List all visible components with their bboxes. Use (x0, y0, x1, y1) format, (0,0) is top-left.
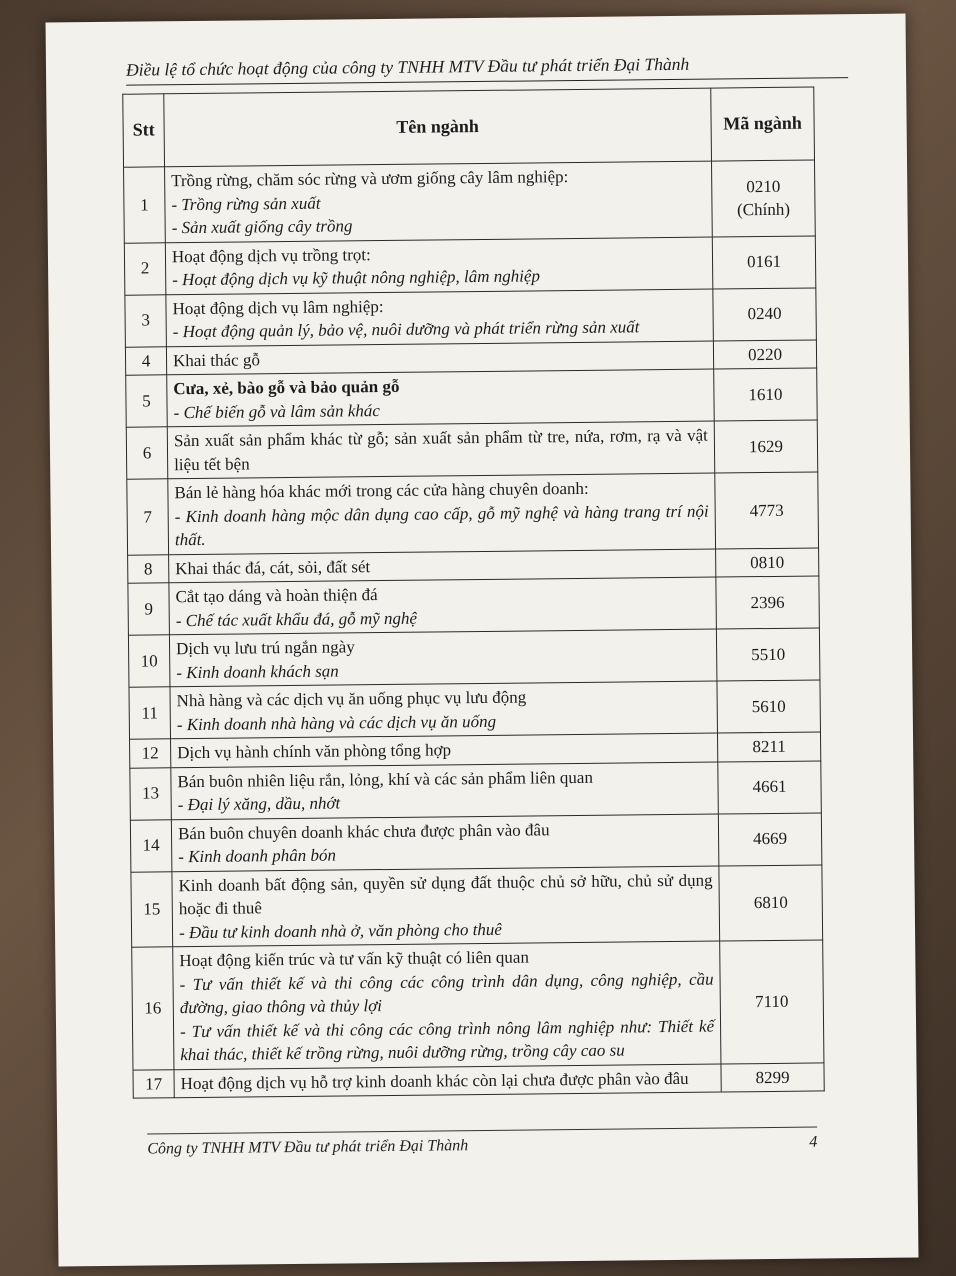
row-code-cell (718, 760, 822, 813)
row-code-cell (715, 472, 819, 549)
row-code: 6810 (753, 892, 788, 913)
row-stt: 14 (130, 819, 172, 871)
row-stt: 3 (125, 294, 167, 346)
row-name-cell (166, 289, 714, 347)
table-row (132, 940, 824, 1070)
row-code: 1610 (748, 384, 783, 404)
row-stt: 8 (128, 554, 169, 583)
row-code-cell (714, 420, 818, 473)
row-stt: 16 (132, 947, 174, 1070)
row-name-cell (169, 629, 717, 687)
row-name-cell (173, 941, 721, 1069)
row-sub-item: - Hoạt động dịch vụ kỹ thuật nông nghiệp, lâm nghiệp (172, 266, 541, 290)
row-name-cell (172, 866, 720, 947)
row-stt: 12 (130, 739, 171, 768)
row-stt: 5 (126, 375, 168, 427)
table-row (124, 160, 816, 243)
row-code-cell (721, 1062, 824, 1092)
row-name: Bán lẻ hàng hóa khác mới trong các cửa hàng chuyên doanh: (174, 478, 589, 503)
row-stt: 1 (124, 167, 166, 243)
column-header-name: Tên ngành (164, 88, 712, 167)
row-stt: 17 (133, 1069, 174, 1098)
row-name: Hoạt động dịch vụ trồng trọt: (171, 244, 371, 266)
row-code: 7110 (755, 991, 789, 1012)
row-stt: 6 (126, 427, 168, 479)
row-stt: 11 (129, 687, 171, 739)
row-name: Dịch vụ hành chính văn phòng tổng hợp (177, 740, 452, 763)
row-stt: 13 (130, 767, 172, 819)
row-code: 2396 (750, 592, 785, 612)
row-name: Nhà hàng và các dịch vụ ăn uống phục vụ lưu động (176, 687, 527, 711)
row-code-cell (718, 812, 822, 865)
row-code: 5610 (751, 696, 786, 716)
row-code-cell (712, 235, 816, 288)
table-row (130, 760, 822, 819)
row-name: Bán buôn nhiên liệu rắn, lỏng, khí và các sản phẩm liên quan (177, 767, 593, 791)
table-row (131, 864, 823, 947)
row-code-note: (Chính) (736, 200, 791, 220)
row-name: Hoạt động dịch vụ hỗ trợ kinh doanh khác còn lại chưa được phân vào đâu (180, 1068, 689, 1093)
row-sub-item: - Chế tác xuất khẩu đá, gỗ mỹ nghệ (175, 608, 418, 630)
row-code: 5510 (751, 644, 786, 664)
row-name: Cưa, xẻ, bào gỗ và bảo quản gỗ (173, 376, 400, 399)
row-name-cell (174, 1064, 721, 1098)
row-name-cell (169, 577, 717, 635)
table-row (124, 235, 816, 294)
row-sub-item: - Hoạt động quản lý, bảo vệ, nuôi dưỡng và phát triển rừng sản xuất (172, 317, 640, 342)
row-name: Sản xuất sản phẩm khác từ gỗ; sản xuất sản phẩm từ tre, nứa, rơm, rạ và vật liệu tết bện (173, 425, 708, 474)
row-name-cell (167, 421, 715, 479)
page-header: Điều lệ tổ chức hoạt động của công ty TNHH MTV Đầu tư phát triển Đại Thành (126, 52, 848, 86)
page-number: 4 (809, 1133, 818, 1151)
table-row (130, 812, 822, 871)
row-code: 0161 (746, 252, 782, 272)
row-code: 0810 (750, 552, 785, 572)
row-stt: 9 (128, 583, 170, 635)
row-code: 8211 (752, 736, 786, 757)
row-sub-item: - Kinh doanh nhà hàng và các dịch vụ ăn uống (176, 711, 497, 734)
row-sub-item: - Chế biến gỗ và lâm sản khác (173, 400, 381, 422)
row-name-cell (165, 161, 713, 242)
row-sub-item: - Tư vấn thiết kế và thi công các công trình dân dụng, công nghiệp, cầu đường, giao thông và thủy lợi (179, 969, 714, 1018)
row-sub-item: - Kinh doanh phân bón (178, 845, 337, 867)
row-code: 0210 (746, 176, 781, 196)
row-stt: 2 (124, 242, 166, 294)
row-code-cell (716, 628, 820, 681)
row-sub-item: - Kinh doanh hàng mộc dân dụng cao cấp, gỗ mỹ nghệ và hàng trang trí nội thất. (174, 501, 709, 550)
table-row (129, 680, 821, 739)
footer-company: Công ty TNHH MTV Đầu tư phát triển Đại Thành (147, 1137, 469, 1158)
row-code-cell (713, 339, 816, 369)
row-code-cell (716, 547, 819, 577)
row-code: 1629 (748, 436, 784, 456)
row-code-cell (719, 864, 823, 941)
row-sub-item: - Đại lý xăng, dầu, nhớt (177, 793, 341, 815)
row-name-cell (167, 369, 715, 427)
row-code-cell (717, 680, 821, 733)
table-row (128, 576, 820, 635)
row-stt: 10 (128, 635, 170, 687)
row-name: Bán buôn chuyên doanh khác chưa được phân vào đâu (177, 819, 550, 843)
row-code-cell (711, 160, 815, 237)
row-name-cell (170, 681, 718, 739)
row-stt: 15 (131, 871, 173, 947)
row-code: 4773 (749, 500, 784, 520)
row-sub-item: - Trồng rừng sản xuất (171, 193, 321, 214)
industry-table (122, 86, 824, 1098)
row-code-cell (716, 576, 820, 629)
row-name-cell (171, 814, 719, 872)
table-header-row (123, 87, 815, 167)
table-row (126, 420, 818, 479)
row-name: Dịch vụ lưu trú ngắn ngày (175, 637, 355, 659)
row-sub-item: - Đầu tư kinh doanh nhà ở, văn phòng cho thuê (178, 919, 503, 942)
row-name-cell (168, 473, 716, 554)
row-name: Hoạt động dịch vụ lâm nghiệp: (172, 296, 384, 318)
row-name: Khai thác gỗ (172, 349, 261, 370)
row-name: Cắt tạo dáng và hoàn thiện đá (175, 585, 378, 607)
row-code-cell (717, 732, 820, 762)
row-name: Khai thác đá, cát, sỏi, đất sét (175, 556, 371, 578)
row-code: 0240 (747, 304, 782, 324)
row-code-cell (714, 368, 818, 421)
row-name: Kinh doanh bất động sản, quyền sử dụng đất thuộc chủ sở hữu, chủ sử dụng hoặc đi thuê (178, 870, 713, 919)
column-header-stt: Stt (123, 94, 165, 167)
table-row (128, 628, 820, 687)
row-code: 8299 (755, 1067, 790, 1087)
row-name: Hoạt động kiến trúc và tư vấn kỹ thuật có liên quan (179, 947, 530, 971)
table-row (125, 287, 817, 346)
column-header-code: Mã ngành (711, 87, 815, 161)
row-name-cell (165, 237, 713, 295)
row-stt: 7 (127, 479, 169, 555)
row-code: 0220 (747, 344, 783, 364)
row-code: 4661 (752, 777, 787, 797)
table-body (124, 160, 825, 1098)
row-sub-item: - Sản xuất giống cây trồng (171, 216, 353, 238)
row-name: Trồng rừng, chăm sóc rừng và ươm giống cây lâm nghiệp: (171, 167, 569, 191)
row-sub-item: - Tư vấn thiết kế và thi công các công trình nông lâm nghiệp như: Thiết kế khai thác, thiết kế trồng rừng, nuôi dưỡng rừng, trồng cây cao su (179, 1016, 715, 1065)
page-footer (147, 1127, 817, 1159)
row-name-cell (171, 762, 719, 820)
row-code-cell (720, 940, 824, 1064)
document-page (46, 14, 919, 1267)
table-row (133, 1062, 824, 1098)
row-code: 4669 (752, 829, 788, 849)
row-sub-item: - Kinh doanh khách sạn (176, 661, 339, 682)
row-stt: 4 (125, 346, 166, 375)
table-row (126, 368, 818, 427)
row-code-cell (713, 287, 817, 340)
table-row (127, 472, 819, 555)
